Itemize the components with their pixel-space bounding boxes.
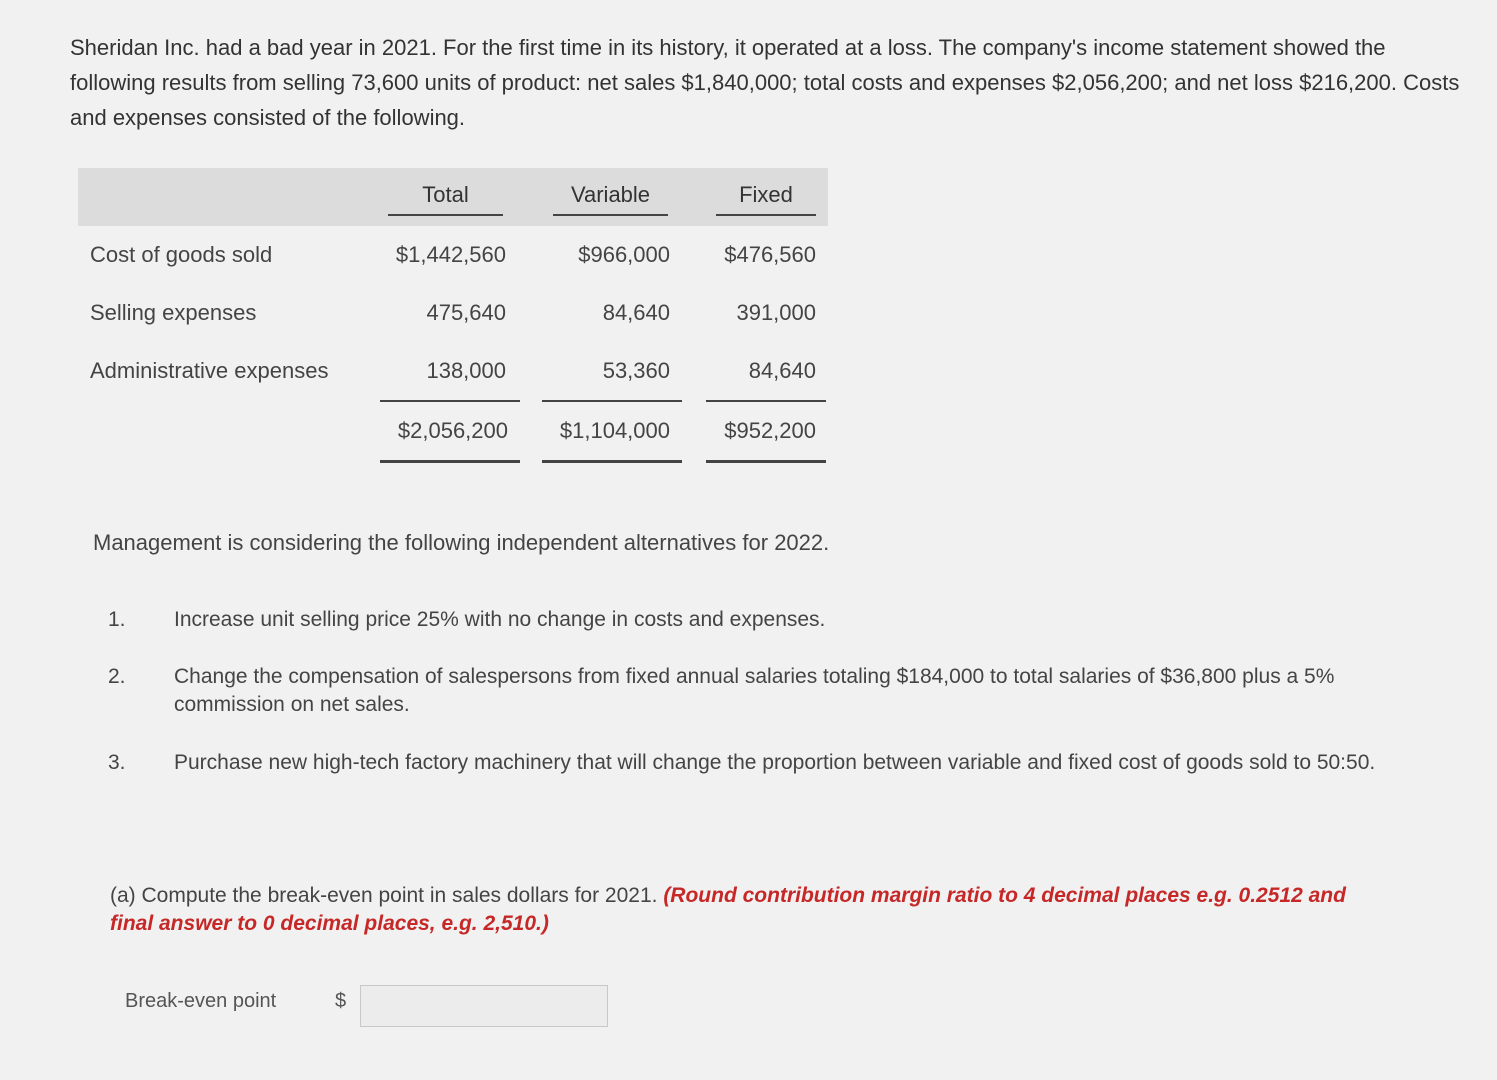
header-variable-underline [553, 214, 668, 216]
row-label: Selling expenses [90, 300, 257, 325]
subtotal-rule [706, 400, 826, 402]
cell-total: $1,442,560 [395, 242, 506, 267]
cell-total: 138,000 [426, 358, 506, 383]
table-row [78, 300, 828, 340]
table-row [78, 358, 828, 398]
double-rule [380, 460, 520, 463]
break-even-label: Break-even point [125, 990, 277, 1012]
alternative-number: 1. [108, 608, 126, 631]
question-instruction: (Round contribution margin ratio to 4 decimal places e.g. 0.2512 and final answer to 0 decimal places, e.g. 2,510.) [110, 884, 1346, 935]
header-total-underline [388, 214, 503, 216]
cell-grand-total: $2,056,200 [397, 418, 508, 443]
cost-table [78, 168, 828, 443]
cell-variable: 53,360 [602, 358, 670, 383]
question-prompt: (a) Compute the break-even point in sales dollars for 2021. [110, 884, 664, 907]
cell-fixed: $476,560 [724, 242, 816, 267]
totals-row [78, 418, 828, 458]
header-variable: Variable [570, 182, 651, 207]
table-header [78, 168, 828, 226]
currency-symbol: $ [335, 990, 347, 1012]
break-even-input[interactable] [360, 985, 608, 1027]
double-rule [542, 460, 682, 463]
subtotal-rule [542, 400, 682, 402]
alternative-text: Increase unit selling price 25% with no change in costs and expenses. [174, 608, 826, 631]
cell-variable: 84,640 [602, 300, 670, 325]
cell-fixed-total: $952,200 [724, 418, 816, 443]
cell-fixed: 84,640 [748, 358, 816, 383]
management-text: Management is considering the following independent alternatives for 2022. [93, 530, 830, 555]
alternative-number: 2. [108, 665, 126, 688]
subtotal-rule [380, 400, 520, 402]
cell-variable: $966,000 [578, 242, 670, 267]
alternative-number: 3. [108, 751, 126, 774]
alternative-text: Purchase new high-tech factory machinery that will change the proportion between variable and fixed cost of goods sold to 50:50. [174, 751, 1376, 774]
row-label: Administrative expenses [90, 358, 329, 383]
header-fixed: Fixed [739, 182, 793, 207]
question-a [110, 882, 1370, 938]
double-rule [706, 460, 826, 463]
cell-fixed: 391,000 [736, 300, 816, 325]
header-total: Total [422, 182, 469, 207]
cell-total: 475,640 [426, 300, 506, 325]
header-fixed-underline [716, 214, 816, 216]
table-row [78, 242, 828, 282]
row-label: Cost of goods sold [90, 242, 273, 267]
problem-intro: Sheridan Inc. had a bad year in 2021. For the first time in its history, it operated at a loss. The company's income statement showed the following results from selling 73,600 units of product: net sales $1,840,000; total costs and expenses $2,056,200; and net loss $216,200. Costs and expenses consisted of the following. [70, 35, 1460, 130]
alternative-text: Change the compensation of salespersons from fixed annual salaries totaling $184,000 to total salaries of $36,800 plus a 5% commission on net sales. [174, 665, 1335, 716]
cell-variable-total: $1,104,000 [559, 418, 670, 443]
